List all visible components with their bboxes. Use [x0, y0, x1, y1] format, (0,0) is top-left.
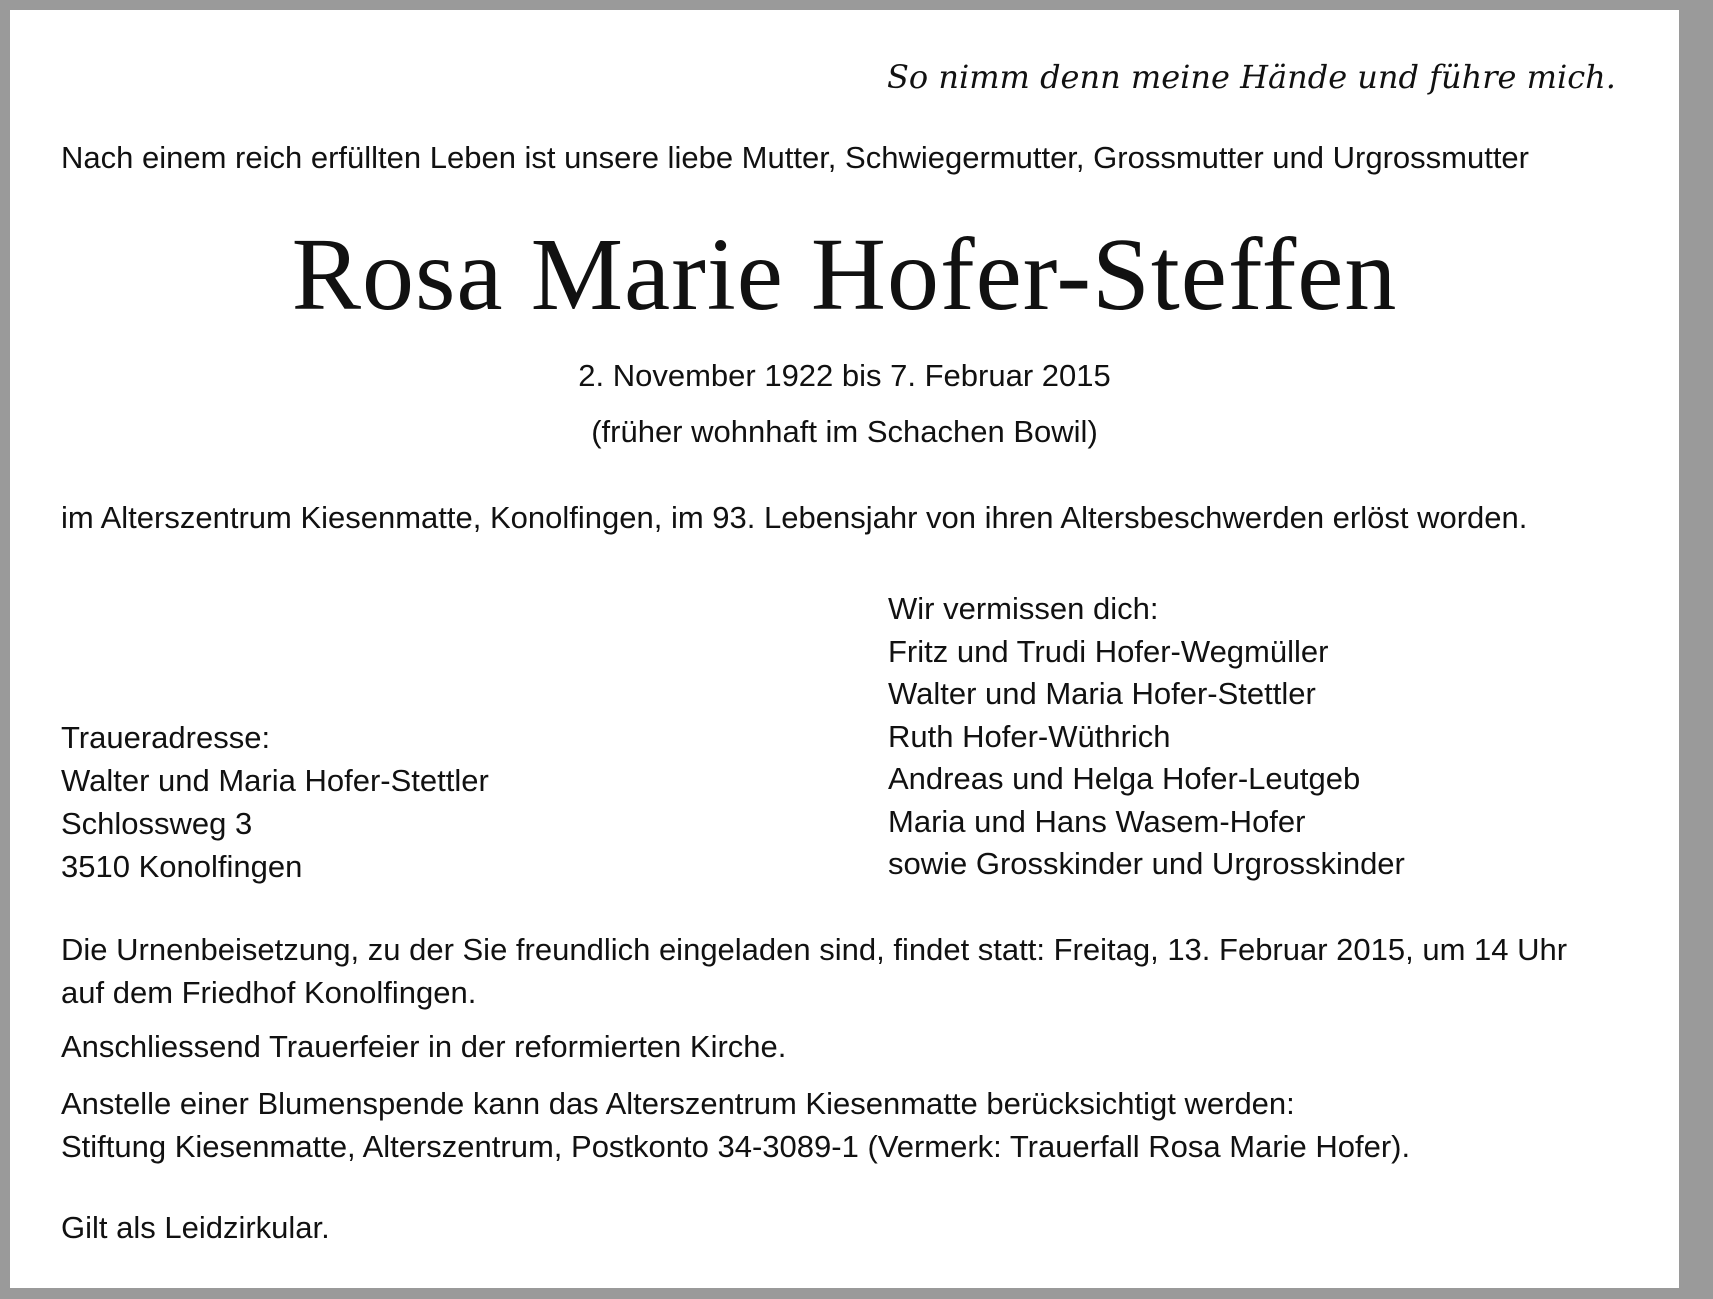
mourner-name: sowie Grosskinder und Urgrosskinder — [888, 846, 1405, 881]
mourner-name: Fritz und Trudi Hofer-Wegmüller — [888, 633, 1329, 669]
intro-text: Nach einem reich erfüllten Leben ist unsere liebe Mutter, Schwiegermutter, Grossmutter und Urgrossmutter — [61, 140, 1529, 175]
mourner-name: Maria und Hans Wasem-Hofer — [888, 803, 1306, 839]
mourners-list — [888, 588, 1405, 886]
obituary-page — [10, 10, 1679, 1288]
mourning-address-city: 3510 Konolfingen — [61, 849, 303, 884]
mourners-heading: Wir vermissen dich: — [888, 591, 1159, 626]
mourning-address — [61, 716, 489, 888]
ceremony-info: Anschliessend Trauerfeier in der reformierten Kirche. — [61, 1029, 787, 1064]
mourner-name: Walter und Maria Hofer-Stettler — [888, 676, 1316, 711]
mourning-address-street: Schlossweg 3 — [61, 806, 253, 841]
release-text: im Alterszentrum Kiesenmatte, Konolfingen, im 93. Lebensjahr von ihren Altersbeschwerden erlöst worden. — [61, 500, 1528, 535]
deceased-name: Rosa Marie Hofer-Steffen — [291, 217, 1398, 332]
donation-info — [61, 1082, 1410, 1168]
burial-info — [61, 928, 1567, 1014]
mourner-name: Ruth Hofer-Wüthrich — [888, 718, 1171, 754]
former-residence: (früher wohnhaft im Schachen Bowil) — [591, 414, 1098, 449]
mourner-name: Andreas und Helga Hofer-Leutgeb — [888, 761, 1361, 796]
motto-verse: So nimm denn meine Hände und führe mich. — [887, 58, 1616, 96]
burial-line: Die Urnenbeisetzung, zu der Sie freundlich eingeladen sind, findet statt: Freitag, 13. Februar 2015, um 14 Uhr — [61, 932, 1568, 967]
burial-line: auf dem Friedhof Konolfingen. — [61, 975, 477, 1010]
donation-line: Anstelle einer Blumenspende kann das Alterszentrum Kiesenmatte berücksichtigt werden: — [61, 1086, 1295, 1121]
mourning-address-label: Traueradresse: — [61, 720, 271, 755]
mourning-address-name: Walter und Maria Hofer-Stettler — [61, 763, 489, 798]
life-dates: 2. November 1922 bis 7. Februar 2015 — [578, 358, 1111, 393]
circular-note: Gilt als Leidzirkular. — [61, 1210, 330, 1245]
donation-line: Stiftung Kiesenmatte, Alterszentrum, Postkonto 34-3089-1 (Vermerk: Trauerfall Rosa Marie Hofer). — [61, 1129, 1411, 1164]
